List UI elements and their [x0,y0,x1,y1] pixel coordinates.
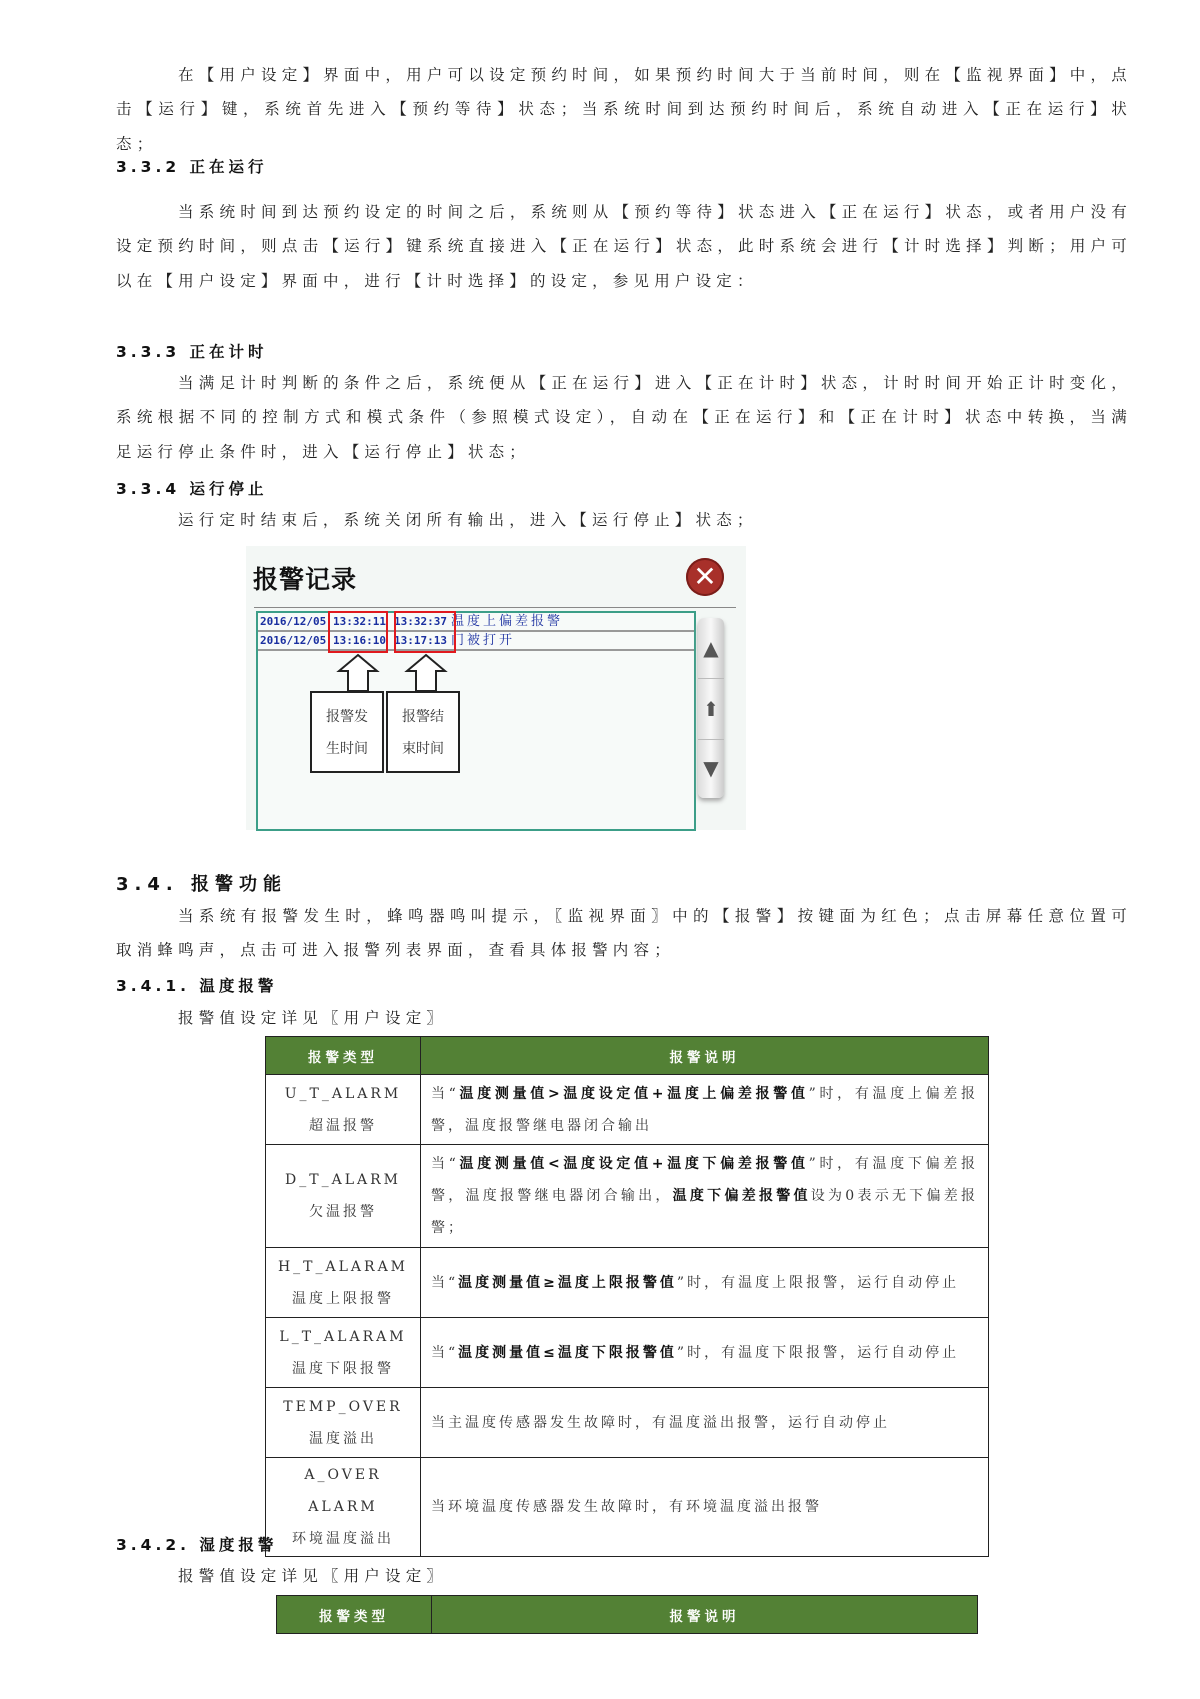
alarm-type-cell [266,1318,421,1388]
alarm-desc-cell [421,1075,989,1145]
note-line: 生时间 [326,741,368,757]
scroll-up-button[interactable]: ▲ [703,636,719,660]
table-header [266,1037,989,1075]
desc-text: 当“ [431,1344,459,1361]
note-line: 报警发 [326,709,368,725]
arrow-up-icon [336,653,380,691]
desc-bold: 温度测量值<温度设定值+温度下偏差报警值 [458,1156,809,1172]
close-icon[interactable]: ✕ [686,558,724,596]
alarm-message: 温度上偏差报警 [451,614,564,629]
scroll-down-button[interactable]: ▼ [703,756,719,780]
table-header [277,1596,978,1634]
alarm-record-screenshot [246,546,746,830]
header-desc: 报警说明 [432,1596,978,1634]
header-type: 报警类型 [266,1037,421,1075]
table-row [266,1248,989,1318]
start-time-highlight [328,611,388,653]
alarm-name: 超温报警 [309,1117,377,1134]
alarm-type-cell [266,1388,421,1458]
desc-text: 当“ [431,1274,459,1291]
alarm-code: D_T_ALARM [285,1172,401,1188]
alarm-name: 温度溢出 [309,1430,377,1447]
note-line: 束时间 [402,741,444,757]
alarm-type-cell [266,1458,421,1557]
paragraph-stop: 运行定时结束后，系统关闭所有输出，进入【运行停止】状态； [178,511,758,529]
heading-3-4-1: 3.4.1. 温度报警 [116,977,278,995]
table-row [266,1388,989,1458]
table-row [266,1075,989,1145]
alarm-name: 欠温报警 [309,1204,377,1220]
alarm-code: H_T_ALARAM [277,1258,409,1275]
scroll-top-button[interactable]: ⬆ [698,678,724,740]
alarm-code: U_T_ALARM [284,1085,402,1102]
alarm-type-cell [266,1075,421,1145]
desc-bold: 温度测量值≤温度下限报警值 [458,1344,677,1361]
heading-3-4: 3.4. 报警功能 [116,874,287,895]
note-end-time [386,691,460,773]
alarm-desc-cell [421,1318,989,1388]
desc-text: ”时，有温度下偏差报警，温度报警继电器闭合输出， [431,1156,978,1204]
paragraph-timing: 当满足计时判断的条件之后，系统便从【正在运行】进入【正在计时】状态，计时时间开始正计时变化，系统根据不同的控制方式和模式条件（参照模式设定），自动在【正在运行】和【正在计时】状态中转换，当满足运行停止条件时，进入【运行停止】状态； [116,374,1132,461]
alarm-desc-cell [421,1145,989,1248]
alarm-end-time: 13:17:13 [394,634,447,647]
desc-text: ”时，有温度上偏差报警，温度报警继电器闭合输出 [431,1085,978,1134]
heading-3-3-2: 3.3.2 正在运行 [116,158,268,176]
header-desc: 报警说明 [421,1037,989,1075]
scroll-buttons [698,618,724,798]
end-time-highlight [394,611,456,653]
heading-3-3-3: 3.3.3 正在计时 [116,343,268,361]
alarm-name: 环境温度溢出 [292,1531,394,1547]
desc-bold: 温度测量值>温度设定值+温度上偏差报警值 [458,1085,809,1102]
desc-text: ”时，有温度下限报警，运行自动停止 [676,1344,960,1361]
alarm-row[interactable] [258,632,694,651]
heading-3-4-2: 3.4.2. 湿度报警 [116,1536,278,1554]
alarm-date: 2016/12/05 [260,615,327,628]
table-row [266,1318,989,1388]
header-type: 报警类型 [277,1596,432,1634]
heading-3-3-4: 3.3.4 运行停止 [116,480,268,498]
dialog-title: 报警记录 [253,565,358,594]
note-start-time [310,691,384,773]
alarm-date: 2016/12/05 [260,634,327,647]
humidity-alarm-table [276,1595,978,1634]
table-row [266,1145,989,1248]
alarm-code: TEMP_OVER [283,1398,403,1415]
table-row [266,1458,989,1557]
desc-text: 设为0表示无下偏差报警； [431,1188,979,1236]
divider [254,607,736,608]
alarm-desc-cell: 当环境温度传感器发生故障时，有环境温度溢出报警 [421,1458,989,1557]
desc-text: 当“ [431,1156,459,1172]
paragraph-running: 当系统时间到达预约设定的时间之后，系统则从【预约等待】状态进入【正在运行】状态，或者用户没有设定预约时间，则点击【运行】键系统直接进入【正在运行】状态，此时系统会进行【计时选择】判断；用户可以在【用户设定】界面中，进行【计时选择】的设定，参见用户设定： [116,203,1132,290]
arrow-up-icon [404,653,448,691]
alarm-code: A_OVER ALARM [304,1467,382,1515]
desc-text: 当“ [431,1085,459,1102]
temperature-alarm-table [265,1036,989,1557]
alarm-name: 温度下限报警 [292,1360,394,1377]
alarm-code: L_T_ALARAM [279,1328,407,1345]
desc-bold: 温度下偏差报警值 [672,1188,811,1204]
alarm-list [256,611,696,831]
note-line: 报警结 [402,709,444,725]
desc-bold: 温度测量值≥温度上限报警值 [458,1274,677,1291]
alarm-start-time: 13:32:11 [333,615,386,628]
paragraph-temp-setting: 报警值设定详见〖用户设定〗 [178,1009,448,1027]
alarm-message: 门被打开 [451,633,516,648]
alarm-type-cell [266,1145,421,1248]
alarm-end-time: 13:32:37 [394,615,447,628]
alarm-row[interactable] [258,613,694,632]
alarm-type-cell [266,1248,421,1318]
alarm-desc-cell: 当主温度传感器发生故障时，有温度溢出报警，运行自动停止 [421,1388,989,1458]
desc-text: ”时，有温度上限报警，运行自动停止 [676,1274,960,1291]
alarm-name: 温度上限报警 [292,1290,394,1307]
paragraph-alarm: 当系统有报警发生时，蜂鸣器鸣叫提示，〖监视界面〗中的【报警】按键面为红色；点击屏幕任意位置可取消蜂鸣声，点击可进入报警列表界面，查看具体报警内容； [116,907,1132,960]
alarm-start-time: 13:16:10 [333,634,386,647]
paragraph-humidity-setting: 报警值设定详见〖用户设定〗 [178,1567,448,1585]
alarm-desc-cell [421,1248,989,1318]
paragraph-reservation: 在【用户设定】界面中，用户可以设定预约时间，如果预约时间大于当前时间，则在【监视界面】中，点击【运行】键，系统首先进入【预约等待】状态；当系统时间到达预约时间后，系统自动进入【正在运行】状态； [116,66,1132,153]
